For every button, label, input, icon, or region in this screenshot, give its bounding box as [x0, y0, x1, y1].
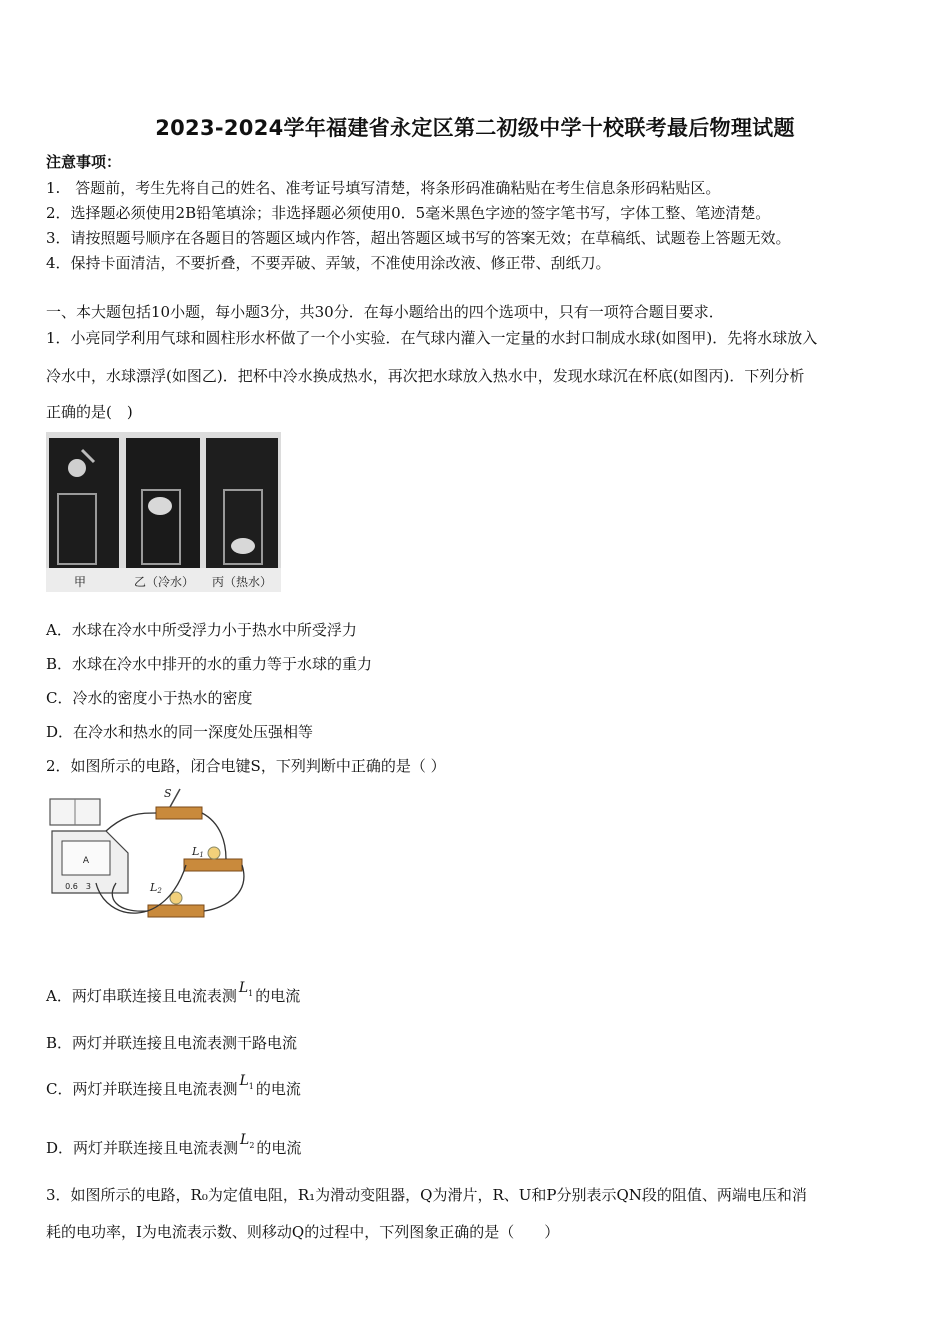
q1-option-b: B．水球在冷水中排开的水的重力等于水球的重力 — [46, 655, 373, 673]
switch-label: S — [164, 787, 172, 800]
q3-stem-line: 耗的电功率，I为电流表示数、则移动Q的过程中，下列图象正确的是（ ） — [46, 1223, 560, 1241]
lamp2-label: L2 — [150, 881, 162, 895]
q2-option-a: A．两灯串联连接且电流表测 $L_1$ 的电流 — [46, 980, 301, 1005]
q1-stem-line: 冷水中，水球漂浮(如图乙)．把杯中冷水换成热水，再次把水球放入热水中，发现水球沉在杯底(如图丙)．下列分析 — [46, 367, 805, 385]
label-jia: 甲 — [73, 575, 87, 589]
notice-item: 4．保持卡面清洁，不要折叠，不要弄破、弄皱，不准使用涂改液、修正带、刮纸刀。 — [46, 254, 611, 272]
notice-item: 1. 答题前，考生先将自己的姓名、准考证号填写清楚，将条形码准确粘贴在考生信息条形码粘贴区。 — [46, 179, 721, 197]
lamp1-label: L1 — [192, 845, 204, 859]
q1-beaker-photo — [46, 432, 281, 592]
q2-option-d: D．两灯并联连接且电流表测 $L_2$ 的电流 — [46, 1132, 302, 1157]
page-title: 2023-2024学年福建省永定区第二初级中学十校联考最后物理试题 — [155, 116, 795, 140]
q2-stem: 2．如图所示的电路，闭合电键S，下列判断中正确的是（ ） — [46, 757, 446, 775]
q2-circuit-figure — [46, 783, 251, 933]
q1-option-d: D．在冷水和热水的同一深度处压强相等 — [46, 723, 314, 741]
q2-option-b: B．两灯并联连接且电流表测干路电流 — [46, 1034, 298, 1052]
l1-symbol: $L_1$ — [238, 980, 254, 998]
q1-option-c: C．冷水的密度小于热水的密度 — [46, 689, 253, 707]
q3-stem-line: 3．如图所示的电路，R₀为定值电阻，R₁为滑动变阻器，Q为滑片，R、U和P分别表示QN段的阻值、两端电压和消 — [46, 1186, 807, 1204]
l1-symbol: $L_1$ — [239, 1073, 254, 1091]
notice-item: 3．请按照题号顺序在各题目的答题区域内作答，超出答题区域书写的答案无效；在草稿纸、试题卷上答题无效。 — [46, 229, 791, 247]
q1-stem-line: 1．小亮同学利用气球和圆柱形水杯做了一个小实验．在气球内灌入一定量的水封口制成水球(如图甲)．先将水球放入 — [46, 329, 818, 347]
notice-heading: 注意事项： — [46, 153, 122, 171]
q2-option-c: C．两灯并联连接且电流表测 $L_1$ 的电流 — [46, 1073, 301, 1098]
ammeter-label: A — [82, 856, 90, 866]
notice-item: 2．选择题必须使用2B铅笔填涂；非选择题必须使用0．5毫米黑色字迹的签字笔书写，字体工整、笔迹清楚。 — [46, 204, 771, 222]
label-bing: 丙（热水） — [211, 575, 273, 589]
ammeter-terminals: 0.6 3 — [65, 882, 91, 891]
section-heading: 一、本大题包括10小题，每小题3分，共30分．在每小题给出的四个选项中，只有一项符合题目要求． — [46, 303, 724, 321]
q1-stem-line: 正确的是( ) — [46, 403, 133, 421]
l2-symbol: $L_2$ — [240, 1132, 255, 1150]
q1-option-a: A．水球在冷水中所受浮力小于热水中所受浮力 — [46, 621, 357, 639]
label-yi: 乙（冷水） — [133, 575, 195, 589]
